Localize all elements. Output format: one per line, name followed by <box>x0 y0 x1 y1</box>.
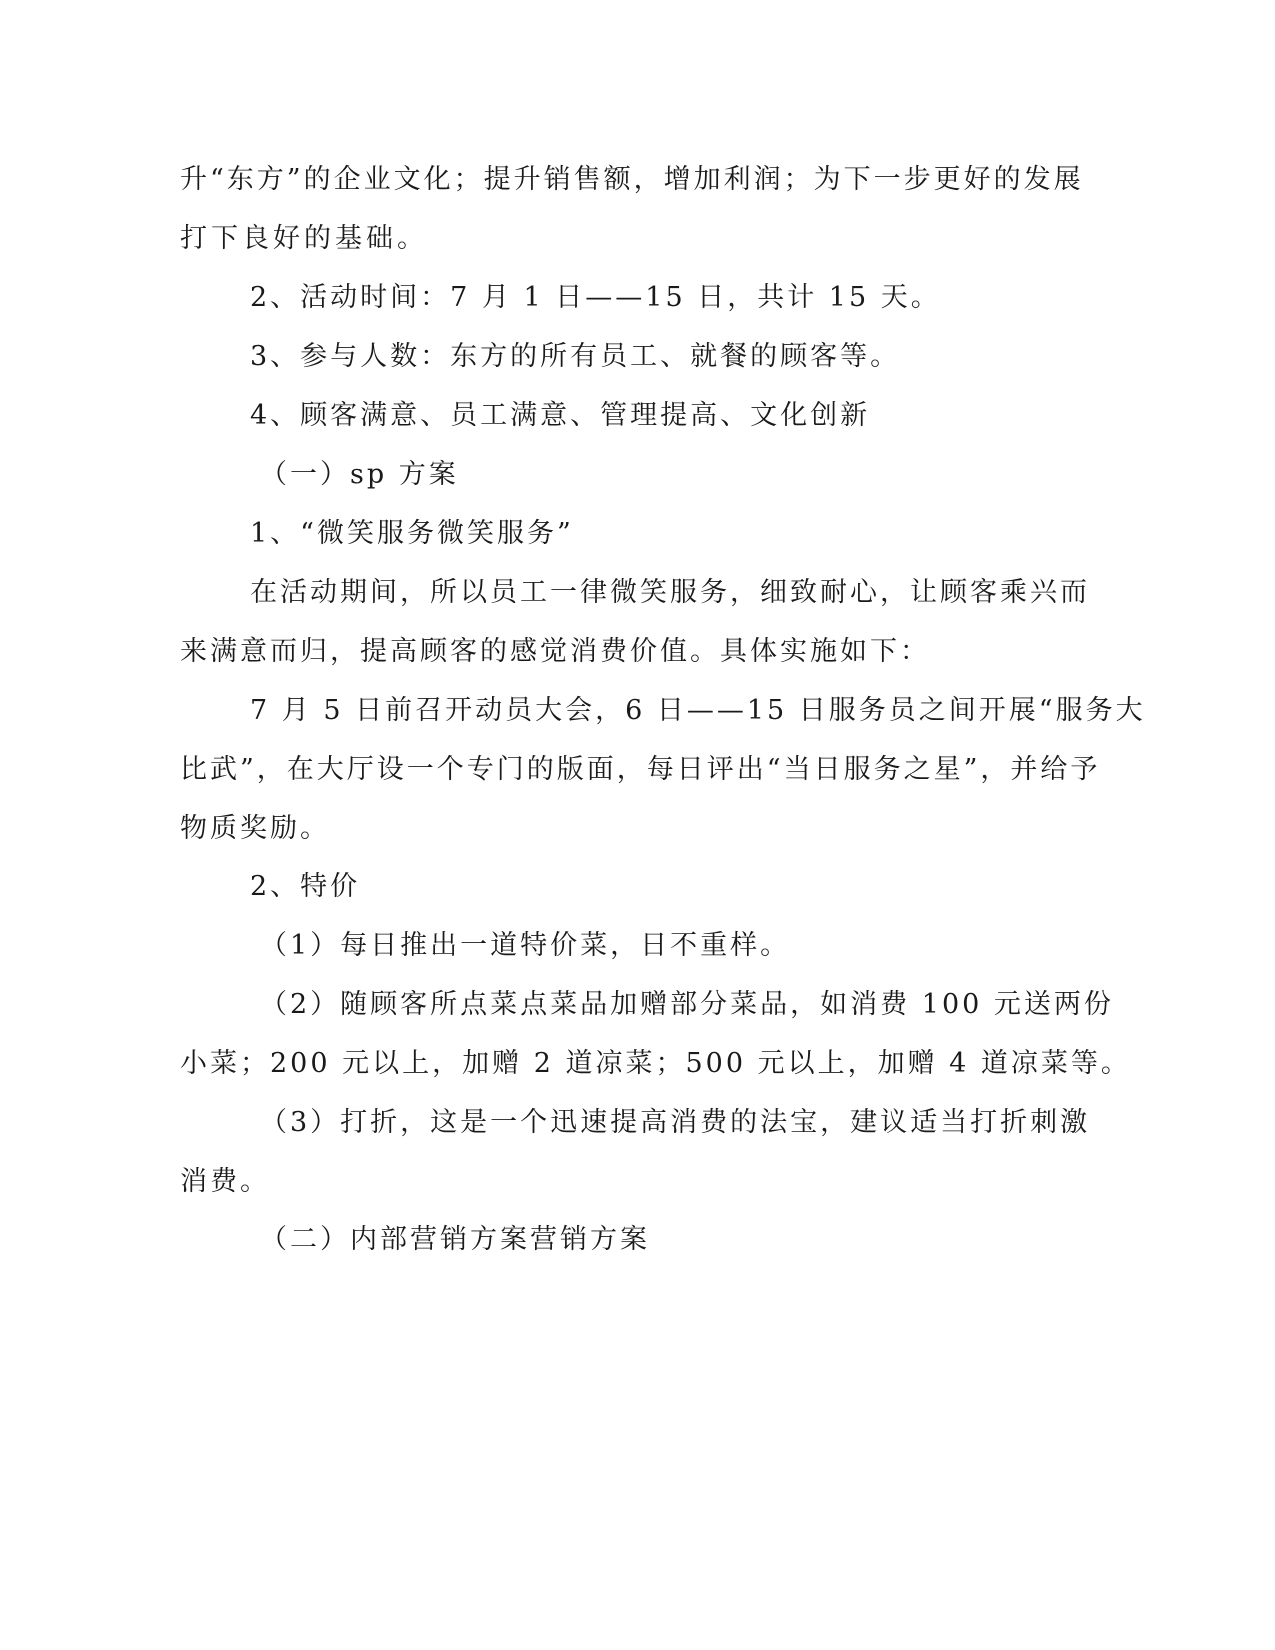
text-line: 消费。 <box>180 1166 270 1197</box>
item-heading-smile-service <box>250 504 1100 563</box>
paragraph-goals <box>250 386 1100 445</box>
section-heading-internal-marketing <box>260 1210 1110 1269</box>
item-heading-special-price <box>250 857 1100 916</box>
text-line: 4、顾客满意、员工满意、管理提高、文化创新 <box>250 400 871 431</box>
paragraph-smile-service <box>180 563 1090 681</box>
text-line: 打下良好的基础。 <box>180 223 428 254</box>
text-line: 物质奖励。 <box>180 813 330 844</box>
text-line: （2）随顾客所点菜点菜品加赠部分菜品，如消费 100 元送两份 <box>260 989 1114 1020</box>
text-line: 2、特价 <box>250 871 361 902</box>
text-line: 在活动期间，所以员工一律微笑服务，细致耐心，让顾客乘兴而 <box>250 577 1090 608</box>
section-heading-sp-plan <box>260 445 1110 504</box>
text-line: 比武”，在大厅设一个专门的版面，每日评出“当日服务之星”，并给予 <box>180 754 1101 785</box>
paragraph-gift-dishes <box>180 975 1131 1093</box>
text-line: 1、“微笑服务微笑服务” <box>250 518 574 549</box>
text-line: （一）sp 方案 <box>260 459 459 490</box>
paragraph-daily-special <box>260 916 1110 975</box>
text-line: （1）每日推出一道特价菜，日不重样。 <box>260 930 791 961</box>
text-line: 小菜；200 元以上，加赠 2 道凉菜；500 元以上，加赠 4 道凉菜等。 <box>180 1048 1131 1079</box>
text-line: 2、活动时间：7 月 1 日——15 日，共计 15 天。 <box>250 282 941 313</box>
text-line: 7 月 5 日前召开动员大会，6 日——15 日服务员之间开展“服务大 <box>250 695 1146 726</box>
paragraph-service-contest <box>180 681 1146 858</box>
text-line: 升“东方”的企业文化；提升销售额，增加利润；为下一步更好的发展 <box>180 164 1084 195</box>
text-line: 3、参与人数：东方的所有员工、就餐的顾客等。 <box>250 341 901 372</box>
paragraph-discount <box>180 1093 1091 1211</box>
text-line: （3）打折，这是一个迅速提高消费的法宝，建议适当打折刺激 <box>260 1107 1091 1138</box>
paragraph-intro-continued <box>180 150 1084 268</box>
paragraph-participants <box>250 327 1100 386</box>
paragraph-activity-time <box>250 268 1100 327</box>
text-line: 来满意而归，提高顾客的感觉消费价值。具体实施如下： <box>180 636 930 667</box>
text-line: （二）内部营销方案营销方案 <box>260 1224 650 1255</box>
